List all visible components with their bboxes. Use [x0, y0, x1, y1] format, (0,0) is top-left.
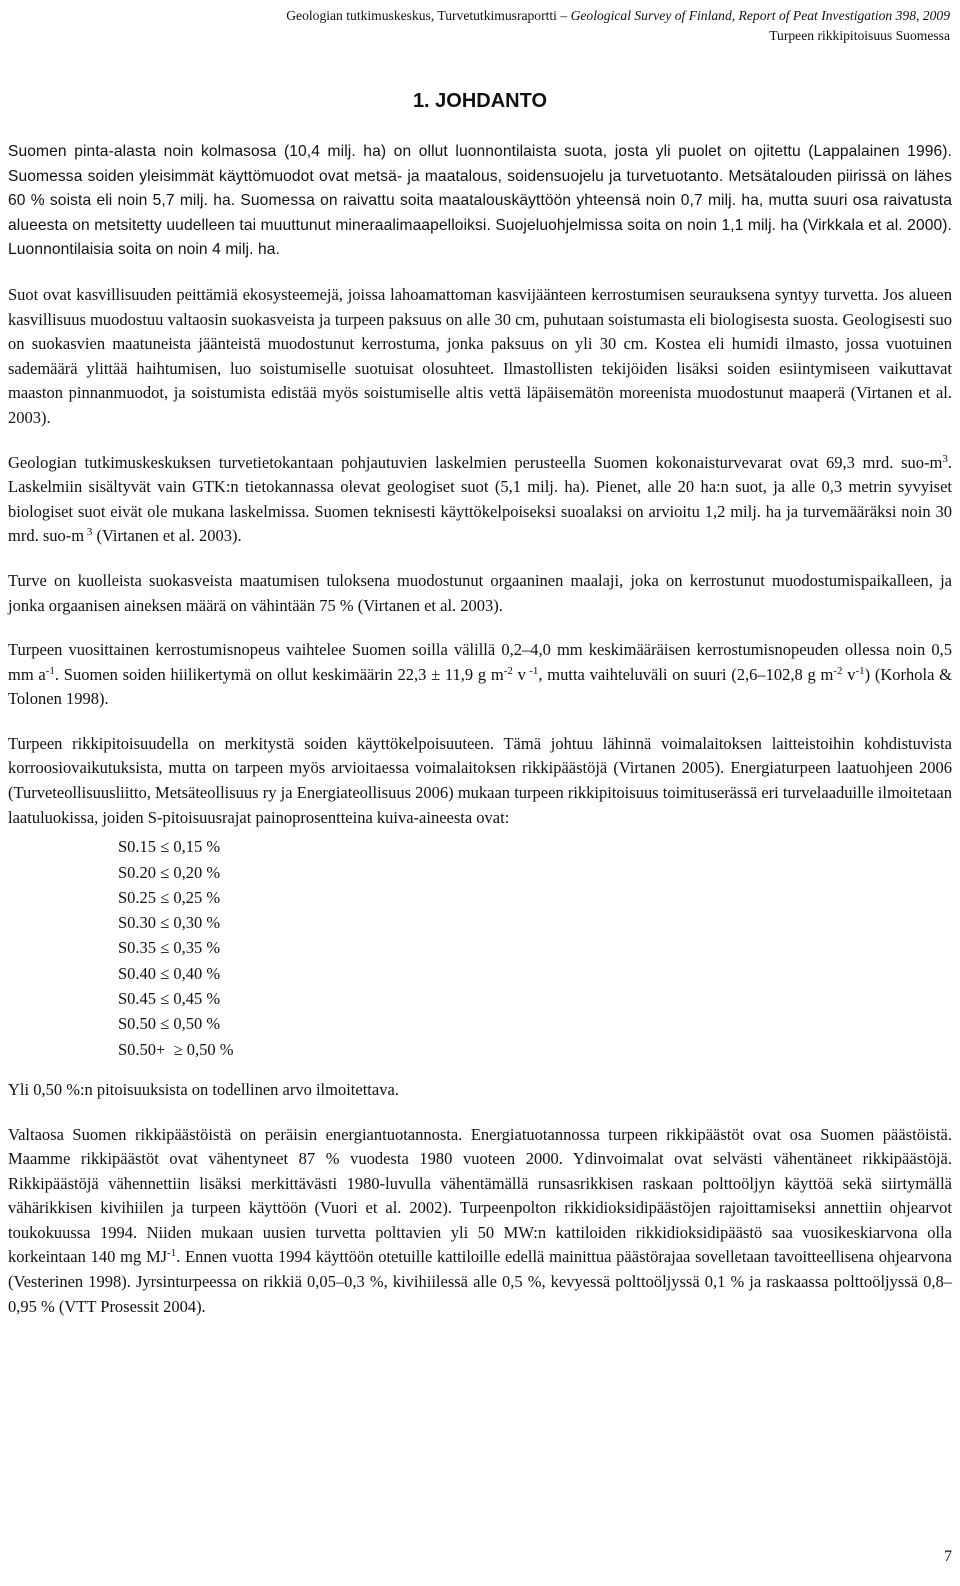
- paragraph-4: Turve on kuolleista suokasveista maatumisen tuloksena muodostunut orgaaninen maalaji, joka on kerrostunut muodostumispaikalleen, ja jonka orgaanisen aineksen määrä on vähintään 75 % (Virtanen et al. 2003).: [8, 570, 952, 615]
- header-line-2: Turpeen rikkipitoisuus Suomessa: [769, 28, 950, 43]
- sulfur-class-list: [118, 834, 952, 1062]
- sulfur-class-item: S0.45 ≤ 0,45 %: [118, 989, 221, 1009]
- sulfur-class-item: S0.50 ≤ 0,50 %: [118, 1014, 221, 1034]
- sulfur-class-item: S0.25 ≤ 0,25 %: [118, 887, 221, 907]
- running-header: [286, 6, 950, 46]
- paragraph-7: Yli 0,50 %:n pitoisuuksista on todellinen arvo ilmoitettava.: [8, 1079, 399, 1099]
- body-text: [8, 140, 952, 1339]
- header-series: Geological Survey of Finland, Report of Peat Investigation 398, 2009: [570, 8, 950, 23]
- paragraph-6: Turpeen rikkipitoisuudella on merkitystä soiden käyttökelpoisuuteen. Tämä johtuu lähinnä voimalaitoksen laitteistoihin kohdistuvista korroosiovaikutuksista, mutta on tarpeen myös arvioitaessa voimalaitoksen rikkipäästöjä (Virtanen 2005). Energiaturpeen laatuohjeen 2006 (Turveteollisuusliitto, Metsäteollisuus ry ja Energiateollisuus 2006) mukaan turpeen rikkipitoisuus toimituserässä eri turvelaaduille ilmoitetaan laatuluokissa, joiden S-pitoisuusrajat painoprosentteina kuiva-aineesta ovat:: [8, 733, 952, 827]
- sulfur-class-item: S0.35 ≤ 0,35 %: [118, 938, 221, 958]
- section-title: 1. JOHDANTO: [412, 90, 548, 112]
- sulfur-class-item: S0.15 ≤ 0,15 %: [118, 837, 221, 857]
- header-publisher: Geologian tutkimuskeskus, Turvetutkimusraportti –: [286, 8, 571, 23]
- paragraph-1: Suomen pinta-alasta noin kolmasosa (10,4 milj. ha) on ollut luonnontilaista suota, josta yli puolet on ojitettu (Lappalainen 1996). Suomessa soiden yleisimmät käyttömuodot ovat metsä- ja maatalous, soidensuojelu ja turvetuotanto. Metsätalouden piirissä on lähes 60 % soista eli noin 5,7 milj. ha. Suomessa on raivattu soita maatalouskäyttöön yhteensä noin 0,7 milj. ha, mutta suuri osa raivatusta alueesta on metsitetty uudelleen tai muuttunut mineraalimaapelloiksi. Suojeluohjelmissa soita on noin 1,1 milj. ha (Virkkala et al. 2000). Luonnontilaisia soita on noin 4 milj. ha.: [8, 143, 952, 259]
- sulfur-class-item: S0.50+ ≥ 0,50 %: [118, 1039, 234, 1059]
- sulfur-class-item: S0.30 ≤ 0,30 %: [118, 913, 221, 933]
- sulfur-class-item: S0.40 ≤ 0,40 %: [118, 963, 221, 983]
- paragraph-2: Suot ovat kasvillisuuden peittämiä ekosysteemejä, joissa lahoamattoman kasvijäänteen kerrostumisen seurauksena syntyy turvetta. Jos alueen kasvillisuus muodostuu valtaosin suokasveista ja turpeen paksuus on alle 30 cm, puhutaan soistumasta eli biologisesta suosta. Geologisesti suo on suokasvien maatuneista jäänteistä muodostunut kerrostuma, jonka paksuus on yli 30 cm. Kostea eli humidi ilmasto, jossa vuotuinen sademäärä ylittää haihtumisen, luo soistumiselle suotuisat olosuhteet. Ilmastollisten tekijöiden lisäksi soiden esiintymiseen vaikuttavat maaston pinnanmuodot, ja soistumista edistää myös soistumiselle altis vettä läpäisemätön moreenista muodostunut maaperä (Virtanen et al. 2003).: [8, 284, 952, 427]
- header-line-1: [286, 6, 950, 26]
- paragraph-8: Valtaosa Suomen rikkipäästöistä on peräisin energiantuotannosta. Energiatuotannossa turpeen rikkipäästöt ovat osa Suomen päästöistä. Maamme rikkipäästöt ovat vähentyneet 87 % vuodesta 1980 vuoteen 2000. Ydinvoimalat ovat selvästi vähentäneet rikkipäästöjä. Rikkipäästöjä vähennettiin lisäksi merkittävästi 1980-luvulla vähentämällä runsasrikkisen raskaan polttoöljyn käyttöä sekä siirtymällä vähärikkisen kivihiilen ja turpeen käyttöön (Vuori et al. 2002). Turpeenpolton rikkidioksidipäästöjen rajoittamiseksi annettiin ohjearvot toukokuussa 1994. Niiden mukaan uusien turvetta polttavien yli 50 MW:n kattiloiden rikkidioksidipäästö saa vuosikeskiarvona olla korkeintaan 140 mg $MJ^{-1}$. Ennen vuotta 1994 käyttöön otetuille kattiloille edellä mainittua päästörajaa sovelletaan tavoitteellisena ohjearvona (Vesterinen 1998). Jyrsinturpeessa on rikkiä 0,05–0,3 %, kivihiilessä alle 0,5 %, kevyessä polttoöljyssä 0,1 % ja raskaassa polttoöljyssä 0,8–0,95 % (VTT Prosessit 2004).: [8, 1124, 953, 1316]
- page-number: 7: [944, 1548, 952, 1565]
- sulfur-class-item: S0.20 ≤ 0,20 %: [118, 862, 221, 882]
- paragraph-5: Turpeen vuosittainen kerrostumisnopeus vaihtelee Suomen soilla välillä 0,2–4,0 mm keskimääräisen kerrostumisnopeuden ollessa noin 0,5 mm $a^{-1}$. Suomen soiden hiilikertymä on ollut keskimäärin 22,3 ± 11,9 g $m^{-2}$ v $^{-1}$, mutta vaihteluväli on suuri (2,6–102,8 g $m^{-2}$ $v^{-1}$) (Korhola & Tolonen 1998).: [8, 640, 953, 709]
- paragraph-3: Geologian tutkimuskeskuksen turvetietokantaan pohjautuvien laskelmien perusteella Suomen kokonaisturvevarat ovat 69,3 mrd. suo-$m^3$. Laskelmiin sisältyvät vain GTK:n tietokannassa olevat geologiset suot (5,1 milj. ha). Pienet, alle 20 ha:n suot, ja alle 0,3 metrin syvyiset biologiset suot eivät ole mukana laskelmissa. Suomen teknisesti käyttökelpoiseksi suoalaksi on arvioitu 1,2 milj. ha ja turvemääräksi noin 30 mrd. suo-m $^3$ (Virtanen et al. 2003).: [8, 452, 952, 546]
